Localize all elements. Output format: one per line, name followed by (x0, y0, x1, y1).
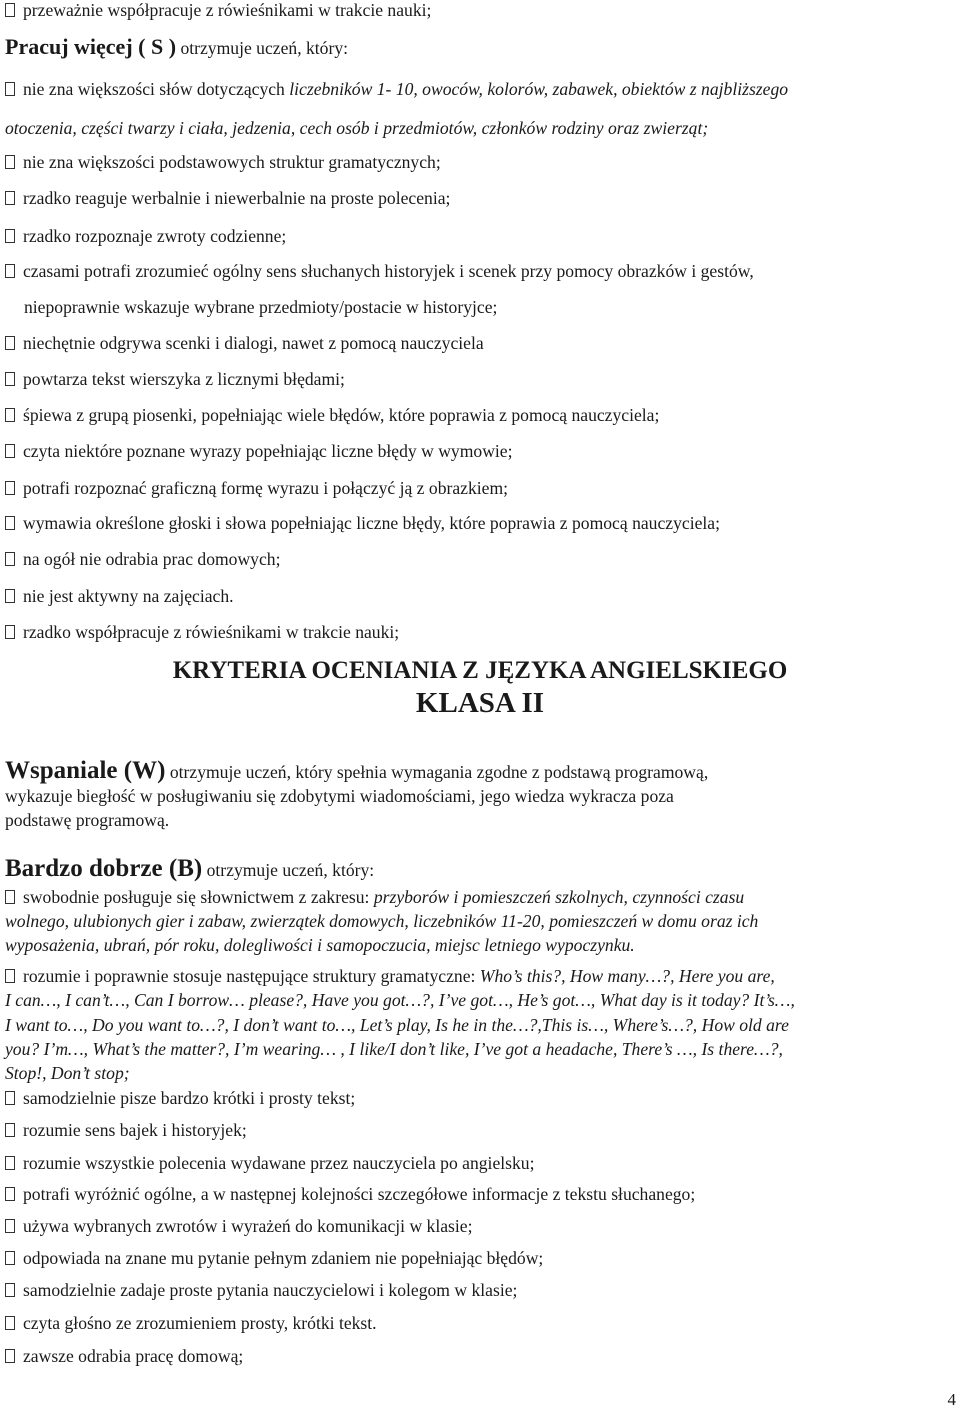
checkbox-bullet-icon (5, 408, 15, 422)
list-item-continuation: wyposażenia, ubrań, pór roku, dolegliwości i samopoczucia, miejsc letniego wypoczynku. (5, 935, 635, 955)
list-item: używa wybranych zwrotów i wyrażeń do komunikacji w klasie; (5, 1215, 472, 1237)
section-b-header: Bardzo dobrze (B) otrzymuje uczeń, który: (5, 855, 375, 882)
list-item: zawsze odrabia pracę domową; (5, 1345, 243, 1367)
checkbox-bullet-icon (5, 625, 15, 639)
list-item: przeważnie współpracuje z rówieśnikami w trakcie nauki; (5, 0, 431, 21)
list-item: powtarza tekst wierszyka z licznymi błędami; (5, 368, 345, 390)
checkbox-bullet-icon (5, 1091, 15, 1105)
list-item-continuation: otoczenia, części twarzy i ciała, jedzenia, cech osób i przedmiotów, członków rodziny oraz zwierząt; (5, 118, 709, 138)
list-item-continuation: wolnego, ulubionych gier i zabaw, zwierzątek domowych, liczebników 11-20, pomieszczeń w domu oraz ich (5, 911, 759, 931)
list-item: samodzielnie pisze bardzo krótki i prosty tekst; (5, 1087, 355, 1109)
section-w-heading: Wspaniale (W) (5, 757, 166, 784)
checkbox-bullet-icon (5, 155, 15, 169)
checkbox-bullet-icon (5, 264, 15, 278)
list-item: nie jest aktywny na zajęciach. (5, 585, 234, 607)
list-item: czasami potrafi zrozumieć ogólny sens słuchanych historyjek i scenek przy pomocy obrazków i gestów, (5, 260, 754, 282)
section-s-header (5, 36, 348, 59)
checkbox-bullet-icon (5, 969, 15, 983)
list-item: potrafi wyróżnić ogólne, a w następnej kolejności szczegółowe informacje z tekstu słuchanego; (5, 1183, 695, 1205)
list-item: nie zna większości podstawowych struktur gramatycznych; (5, 151, 441, 173)
checkbox-bullet-icon (5, 1251, 15, 1265)
list-item-continuation: niepoprawnie wskazuje wybrane przedmioty/postacie w historyjce; (24, 297, 498, 317)
page-number: 4 (947, 1390, 956, 1409)
list-item: potrafi rozpoznać graficzną formę wyrazu i połączyć ją z obrazkiem; (5, 477, 508, 499)
section-s-heading: Pracuj więcej ( S ) (5, 34, 177, 59)
list-item: wymawia określone głoski i słowa popełniając liczne błędy, które poprawia z pomocą nauczyciela; (5, 512, 720, 534)
checkbox-bullet-icon (5, 1156, 15, 1170)
section-w-header: Wspaniale (W) otrzymuje uczeń, który spełnia wymagania zgodne z podstawą programową, (5, 757, 709, 784)
class-title: KLASA II (415, 687, 545, 719)
section-s-intro: otrzymuje uczeń, który: (176, 38, 349, 58)
list-item: niechętnie odgrywa scenki i dialogi, nawet z pomocą nauczyciela (5, 332, 484, 354)
list-item-continuation: I can…, I can’t…, Can I borrow… please?, Have you got…?, I’ve got…, He’s got…, What day is it today? It’s…, (5, 990, 795, 1010)
section-w-text: wykazuje biegłość w posługiwaniu się zdobytymi wiadomościami, jego wiedza wykracza poza (5, 786, 674, 806)
checkbox-bullet-icon (5, 890, 15, 904)
list-item: czyta głośno ze zrozumieniem prosty, krótki tekst. (5, 1312, 377, 1334)
list-item: rzadko reaguje werbalnie i niewerbalnie na proste polecenia; (5, 187, 450, 209)
checkbox-bullet-icon (5, 229, 15, 243)
list-item: samodzielnie zadaje proste pytania nauczycielowi i kolegom w klasie; (5, 1279, 517, 1301)
list-item: odpowiada na znane mu pytanie pełnym zdaniem nie popełniając błędów; (5, 1247, 543, 1269)
checkbox-bullet-icon (5, 1219, 15, 1233)
list-item: rozumie i poprawnie stosuje następujące struktury gramatyczne: Who’s this?, How many…?, Here you are, (5, 965, 775, 987)
section-b-heading: Bardzo dobrze (B) (5, 855, 203, 882)
list-item: rzadko rozpoznaje zwroty codzienne; (5, 225, 286, 247)
checkbox-bullet-icon (5, 3, 15, 17)
checkbox-bullet-icon (5, 372, 15, 386)
list-item: śpiewa z grupą piosenki, popełniając wiele błędów, które poprawia z pomocą nauczyciela; (5, 404, 659, 426)
checkbox-bullet-icon (5, 516, 15, 530)
checkbox-bullet-icon (5, 481, 15, 495)
list-item: rzadko współpracuje z rówieśnikami w trakcie nauki; (5, 621, 399, 643)
checkbox-bullet-icon (5, 1316, 15, 1330)
list-item-continuation: I want to…, Do you want to…?, I don’t want to…, Let’s play, Is he in the…?,This is…, Where’s…?, How old are (5, 1015, 789, 1035)
list-item: na ogół nie odrabia prac domowych; (5, 548, 280, 570)
list-item: swobodnie posługuje się słownictwem z zakresu: przyborów i pomieszczeń szkolnych, czynności czasu (5, 886, 744, 908)
checkbox-bullet-icon (5, 552, 15, 566)
checkbox-bullet-icon (5, 82, 15, 96)
list-item-continuation: you? I’m…, What’s the matter?, I’m wearing… , I like/I don’t like, I’ve got a headache, There’s …, Is there…?, (5, 1039, 783, 1059)
checkbox-bullet-icon (5, 1349, 15, 1363)
checkbox-bullet-icon (5, 444, 15, 458)
checkbox-bullet-icon (5, 336, 15, 350)
checkbox-bullet-icon (5, 1123, 15, 1137)
list-item: czyta niektóre poznane wyrazy popełniając liczne błędy w wymowie; (5, 440, 513, 462)
criteria-title: KRYTERIA OCENIANIA Z JĘZYKA ANGIELSKIEGO (172, 657, 788, 684)
section-w-text: podstawę programową. (5, 810, 170, 830)
checkbox-bullet-icon (5, 1283, 15, 1297)
list-item: nie zna większości słów dotyczących liczebników 1- 10, owoców, kolorów, zabawek, obiektów z najbliższego (5, 78, 788, 100)
list-item-continuation: Stop!, Don’t stop; (5, 1063, 130, 1083)
checkbox-bullet-icon (5, 191, 15, 205)
checkbox-bullet-icon (5, 1187, 15, 1201)
list-item: rozumie sens bajek i historyjek; (5, 1119, 247, 1141)
checkbox-bullet-icon (5, 589, 15, 603)
list-item: rozumie wszystkie polecenia wydawane przez nauczyciela po angielsku; (5, 1152, 534, 1174)
